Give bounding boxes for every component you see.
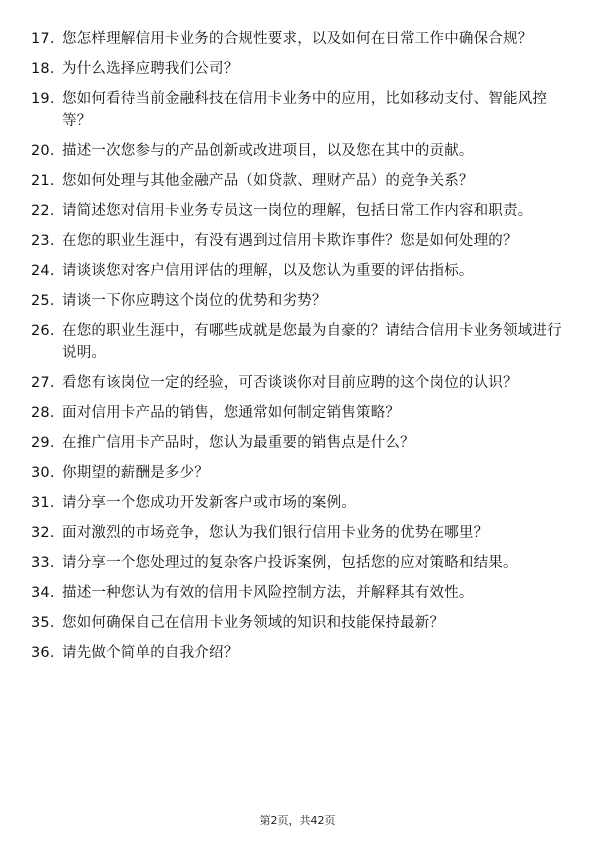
question-item <box>31 170 563 192</box>
question-number: 27. <box>31 375 55 391</box>
question-item <box>31 582 563 604</box>
question-text: 请分享一个您成功开发新客户或市场的案例。 <box>62 495 356 511</box>
question-item <box>31 260 563 282</box>
question-item <box>31 200 563 222</box>
question-text: 请谈一下你应聘这个岗位的优势和劣势？ <box>62 293 327 309</box>
question-item <box>31 552 563 574</box>
question-item <box>31 320 563 364</box>
question-text: 在推广信用卡产品时，您认为最重要的销售点是什么？ <box>62 435 415 451</box>
question-number: 25. <box>31 293 55 309</box>
question-text: 描述一种您认为有效的信用卡风险控制方法，并解释其有效性。 <box>62 585 474 601</box>
question-number: 29. <box>31 435 55 451</box>
question-item <box>31 612 563 634</box>
question-number: 23. <box>31 233 55 249</box>
question-item <box>31 402 563 424</box>
question-text: 面对信用卡产品的销售，您通常如何制定销售策略？ <box>62 405 401 421</box>
page-footer: 第2页，共42页 <box>259 814 336 827</box>
question-number: 26. <box>31 323 55 339</box>
question-text: 面对激烈的市场竞争，您认为我们银行信用卡业务的优势在哪里？ <box>62 525 489 541</box>
question-number: 28. <box>31 405 55 421</box>
question-number: 32. <box>31 525 55 541</box>
question-text: 您如何看待当前金融科技在信用卡业务中的应用，比如移动支付、智能风控等？ <box>62 91 548 129</box>
question-number: 33. <box>31 555 55 571</box>
question-text: 您如何确保自己在信用卡业务领域的知识和技能保持最新？ <box>62 615 445 631</box>
question-text: 请简述您对信用卡业务专员这一岗位的理解，包括日常工作内容和职责。 <box>62 203 533 219</box>
question-item <box>31 642 563 664</box>
question-text: 为什么选择应聘我们公司？ <box>62 61 239 77</box>
question-text: 请分享一个您处理过的复杂客户投诉案例，包括您的应对策略和结果。 <box>62 555 518 571</box>
question-item <box>31 140 563 162</box>
question-item <box>31 58 563 80</box>
question-number: 22. <box>31 203 55 219</box>
question-text: 在您的职业生涯中，有哪些成就是您最为自豪的？请结合信用卡业务领域进行说明。 <box>62 323 562 361</box>
question-number: 34. <box>31 585 55 601</box>
question-text: 在您的职业生涯中，有没有遇到过信用卡欺诈事件？您是如何处理的？ <box>62 233 518 249</box>
question-text: 描述一次您参与的产品创新或改进项目，以及您在其中的贡献。 <box>62 143 474 159</box>
question-item <box>31 462 563 484</box>
question-text: 请谈谈您对客户信用评估的理解，以及您认为重要的评估指标。 <box>62 263 474 279</box>
question-list <box>31 28 563 672</box>
question-item <box>31 28 563 50</box>
question-number: 17. <box>31 31 55 47</box>
question-text: 您如何处理与其他金融产品（如贷款、理财产品）的竞争关系？ <box>62 173 474 189</box>
question-item <box>31 230 563 252</box>
question-item <box>31 88 563 132</box>
question-item <box>31 492 563 514</box>
question-text: 你期望的薪酬是多少？ <box>62 465 209 481</box>
question-number: 18. <box>31 61 55 77</box>
question-item <box>31 372 563 394</box>
question-number: 20. <box>31 143 55 159</box>
question-number: 36. <box>31 645 55 661</box>
question-number: 30. <box>31 465 55 481</box>
question-number: 31. <box>31 495 55 511</box>
question-item <box>31 522 563 544</box>
question-item <box>31 290 563 312</box>
question-number: 24. <box>31 263 55 279</box>
question-number: 19. <box>31 91 55 107</box>
question-text: 您怎样理解信用卡业务的合规性要求，以及如何在日常工作中确保合规？ <box>62 31 533 47</box>
question-text: 请先做个简单的自我介绍？ <box>62 645 239 661</box>
question-item <box>31 432 563 454</box>
question-number: 35. <box>31 615 55 631</box>
question-number: 21. <box>31 173 55 189</box>
question-text: 看您有该岗位一定的经验，可否谈谈你对目前应聘的这个岗位的认识？ <box>62 375 518 391</box>
